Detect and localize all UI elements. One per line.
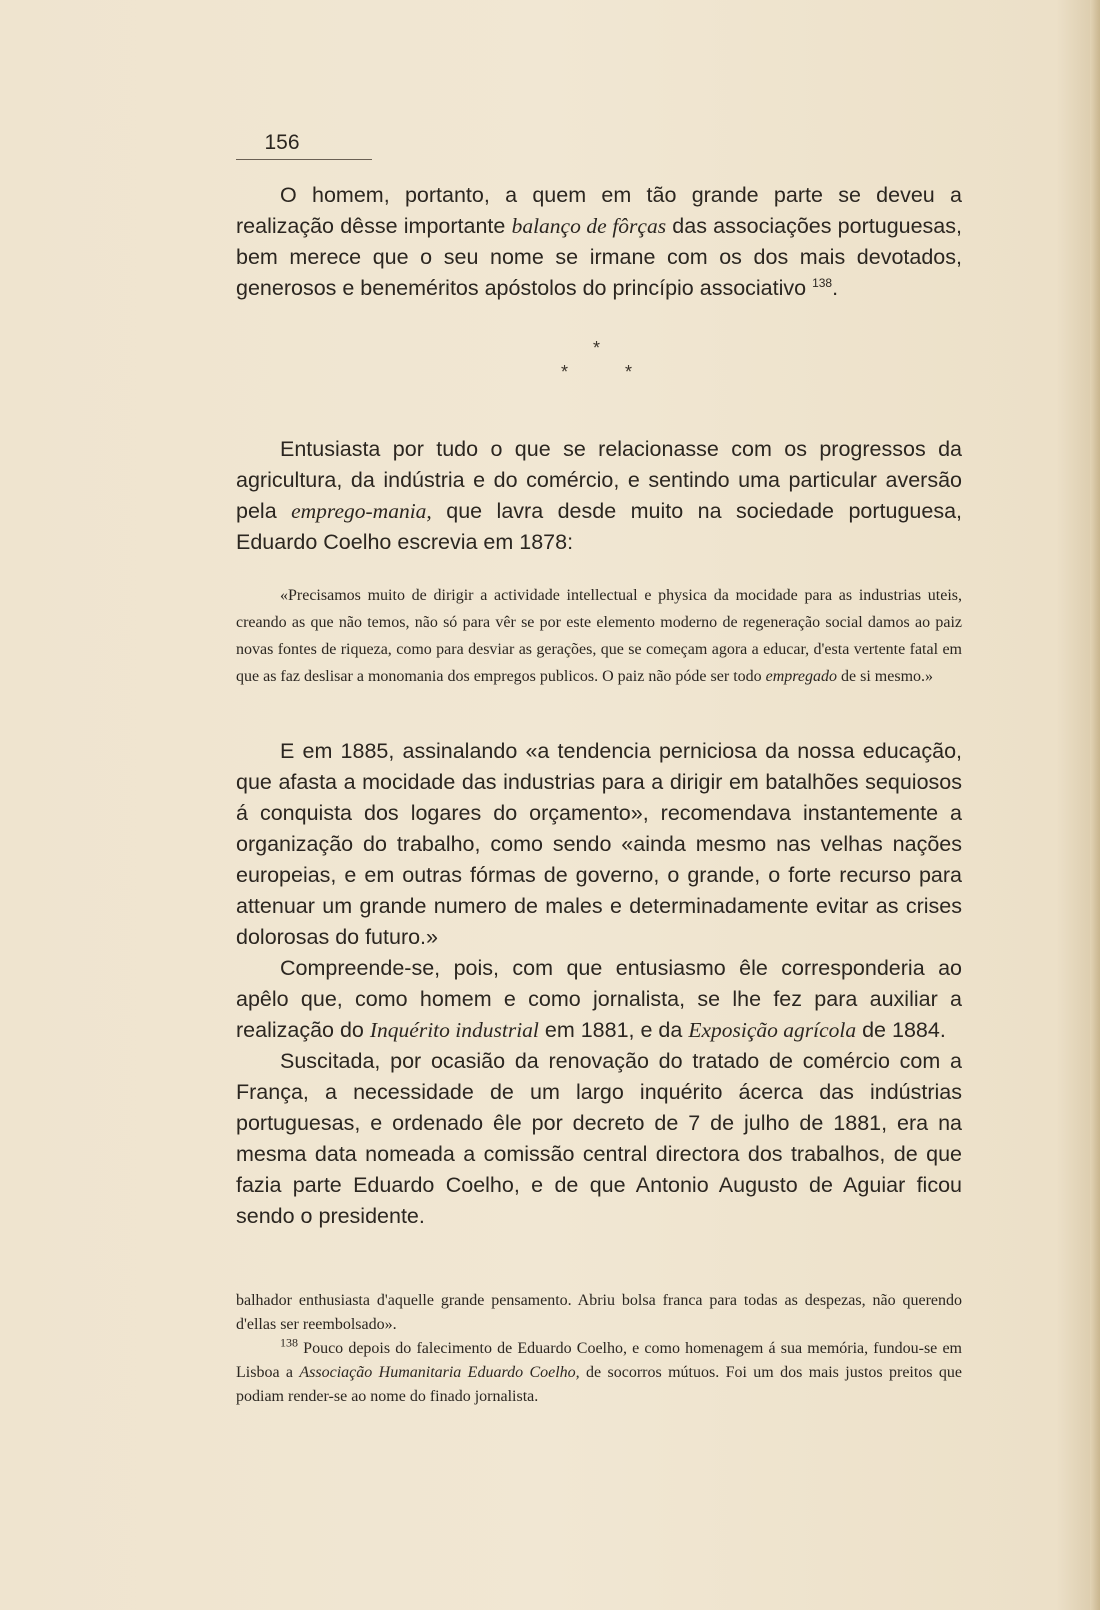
separator-star-left: *	[561, 362, 569, 382]
italic-title: Exposição agrícola	[688, 1018, 857, 1042]
paragraph-5: Suscitada, por ocasião da renovação do tratado de comércio com a França, a necessidade de um largo inquérito ácerca das indústrias portuguesas, e ordenado êle por decreto de 7 de julho de 1881, era na mesma data nomeada a comissão central directora dos trabalhos, de que fazia parte Eduardo Coelho, e de que Antonio Augusto de Aguiar ficou sendo o presidente.	[236, 1049, 962, 1228]
paragraph-1: O homem, portanto, a quem em tão grande parte se deveu a realização dêsse importante balanço de fôrças das associações portuguesas, bem merece que o seu nome se irmane com os dos mais devotados, generosos e beneméritos apóstolos do princípio associativo $^{138}$.	[236, 183, 962, 300]
italic-term: balanço de fôrças	[511, 214, 667, 238]
italic-term: empregado	[765, 668, 838, 685]
footnote-ref: 138	[812, 275, 833, 290]
page-edge	[1090, 0, 1100, 1610]
separator-star-top: *	[593, 338, 601, 358]
footnotes	[236, 1289, 962, 1409]
separator-star-right: *	[625, 362, 633, 382]
paragraph-2: Entusiasta por tudo o que se relacionasse com os progressos da agricultura, da indústria e do comércio, e sentindo uma particular aversão pela emprego-mania, que lavra desde muito na sociedade portuguesa, Eduardo Coelho escrevia em 1878:	[236, 437, 962, 554]
paragraph-3: E em 1885, assinalando «a tendencia perniciosa da nossa educação, que afasta a mocidade das industrias para a dirigir em batalhões sequiosos á conquista dos logares do orçamento», recomendava instantemente a organização do trabalho, como sendo «ainda mesmo nas velhas nações europeias, e em outras fórmas de governo, o grande, o forte recurso para attenuar um grande numero de males e determinadamente evitar as crises dolorosas do futuro.»	[236, 739, 962, 949]
italic-title: Inquérito industrial	[369, 1018, 539, 1042]
page-number: 156	[236, 131, 372, 160]
section-separator	[0, 338, 1100, 388]
italic-term: Associação Humanitaria Eduardo Coelho,	[299, 1364, 580, 1381]
paragraph-4: Compreende-se, pois, com que entusiasmo êle corresponderia ao apêlo que, como homem e como jornalista, se lhe fez para auxiliar a realização do Inquérito industrial em 1881, e da Exposição agrícola de 1884.	[236, 956, 962, 1042]
footnote-138: $^{138}$ Pouco depois do falecimento de Eduardo Coelho, e como homenagem á sua memória, fundou-se em Lisboa a Associação Humanitaria Eduardo Coelho, de socorros mútuos. Foi um dos mais justos preitos que podiam render-se ao nome do finado jornalista.	[236, 1335, 963, 1405]
footnote-number: 138	[280, 1335, 298, 1350]
paragraphs-3-5	[236, 736, 962, 1232]
block-quote: «Precisamos muito de dirigir a actividade intellectual e physica da mocidade para as industrias uteis, creando as que não temos, não só para vêr se por este elemento moderno de regeneração social damos ao paiz novas fontes de riqueza, como para desviar as gerações, que se começam agora a educar, d'esta vertente fatal em que as faz deslisar a monomania dos empregos publicos. O paiz não póde ser todo empregado de si mesmo.»	[236, 587, 962, 685]
italic-term: emprego-mania,	[291, 499, 432, 523]
footnote-continuation: balhador enthusiasta d'aquelle grande pensamento. Abriu bolsa franca para todas as despezas, não querendo d'ellas ser reembolsado».	[236, 1292, 962, 1333]
